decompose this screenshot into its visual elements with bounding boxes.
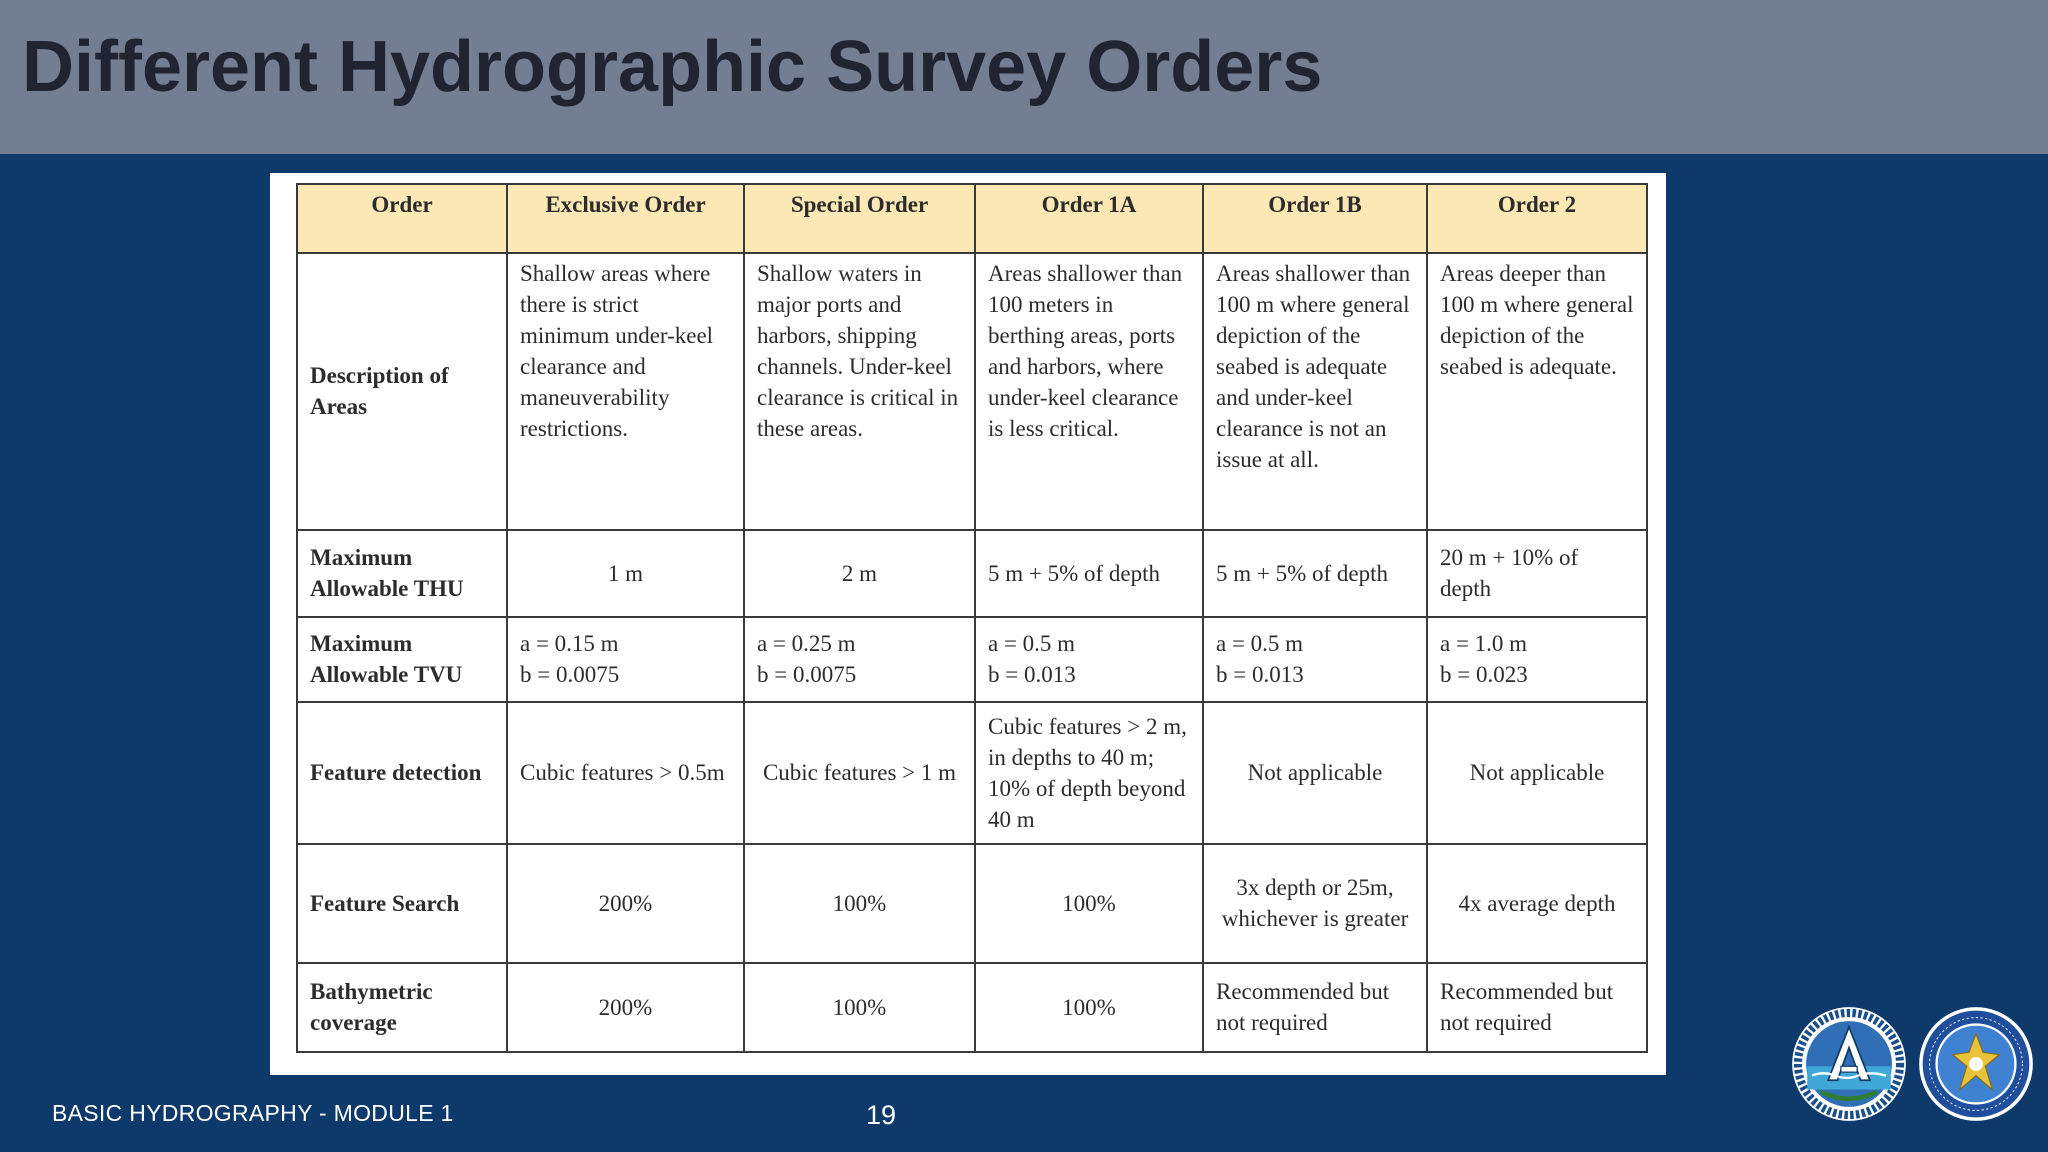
- table-cell: 5 m + 5% of depth: [1203, 530, 1427, 617]
- header-cell-order: Order: [297, 184, 507, 253]
- table-cell: Shallow areas where there is strict minimum under-keel clearance and maneuverability restrictions.: [507, 253, 744, 530]
- table-cell: Shallow waters in major ports and harbors, shipping channels. Under-keel clearance is critical in these areas.: [744, 253, 975, 530]
- table-cell: 20 m + 10% of depth: [1427, 530, 1647, 617]
- row-label-thu: Maximum Allowable THU: [297, 530, 507, 617]
- row-label-tvu: Maximum Allowable TVU: [297, 617, 507, 702]
- table-cell: Areas shallower than 100 meters in berthing areas, ports and harbors, where under-keel clearance is less critical.: [975, 253, 1203, 530]
- tvu-b-value: b = 0.023: [1440, 662, 1528, 688]
- tvu-b-value: b = 0.013: [988, 662, 1076, 688]
- table-cell: Cubic features > 1 m: [744, 702, 975, 844]
- tvu-a-value: a = 0.15 m: [520, 631, 619, 657]
- table-cell: Areas shallower than 100 m where general depiction of the seabed is adequate and under-keel clearance is not an issue at all.: [1203, 253, 1427, 530]
- row-label-feature-search: Feature Search: [297, 844, 507, 963]
- table-cell: Recommended but not required: [1203, 963, 1427, 1052]
- table-cell: 200%: [507, 963, 744, 1052]
- table-cell: 5 m + 5% of depth: [975, 530, 1203, 617]
- tvu-b-value: b = 0.0075: [520, 662, 620, 688]
- table-cell: Not applicable: [1427, 702, 1647, 844]
- tvu-b-value: b = 0.0075: [757, 662, 857, 688]
- tvu-b-value: b = 0.013: [1216, 662, 1304, 688]
- header-cell-exclusive-order: Exclusive Order: [507, 184, 744, 253]
- title-band: [0, 0, 2048, 154]
- table-row-thu: [297, 530, 1647, 617]
- table-row-feature-detection: [297, 702, 1647, 844]
- header-cell-order-1b: Order 1B: [1203, 184, 1427, 253]
- table-cell: 3x depth or 25m, whichever is greater: [1203, 844, 1427, 963]
- survey-orders-table: [296, 183, 1648, 1053]
- table-cell: 2 m: [744, 530, 975, 617]
- tvu-a-value: a = 0.5 m: [1216, 631, 1304, 657]
- tvu-a-value: a = 1.0 m: [1440, 631, 1528, 657]
- table-cell: 1 m: [507, 530, 744, 617]
- table-cell: 200%: [507, 844, 744, 963]
- table-row-description: [297, 253, 1647, 530]
- survey-agency-seal-icon: [1791, 1006, 1907, 1122]
- table-cell: Cubic features > 0.5m: [507, 702, 744, 844]
- table-cell: [1203, 617, 1427, 702]
- tvu-a-value: a = 0.25 m: [757, 631, 856, 657]
- table-cell: Areas deeper than 100 m where general depiction of the seabed is adequate.: [1427, 253, 1647, 530]
- table-row-tvu: [297, 617, 1647, 702]
- header-cell-special-order: Special Order: [744, 184, 975, 253]
- header-cell-order-1a: Order 1A: [975, 184, 1203, 253]
- table-cell: [975, 617, 1203, 702]
- table-cell: [1427, 617, 1647, 702]
- row-label-feature-detection: Feature detection: [297, 702, 507, 844]
- table-cell: 100%: [975, 844, 1203, 963]
- table-cell: Not applicable: [1203, 702, 1427, 844]
- tvu-a-value: a = 0.5 m: [988, 631, 1076, 657]
- table-cell: Recommended but not required: [1427, 963, 1647, 1052]
- footer-module-label: BASIC HYDROGRAPHY - MODULE 1: [52, 1100, 454, 1126]
- header-cell-order-2: Order 2: [1427, 184, 1647, 253]
- table-cell: 100%: [744, 963, 975, 1052]
- page-number: 19: [866, 1100, 897, 1130]
- table-cell: Cubic features > 2 m, in depths to 40 m; 10% of depth beyond 40 m: [975, 702, 1203, 844]
- table-cell: [507, 617, 744, 702]
- slide-title: Different Hydrographic Survey Orders: [22, 27, 1323, 107]
- table-row-bathymetric-coverage: [297, 963, 1647, 1052]
- table-cell: 100%: [744, 844, 975, 963]
- table-image-panel: [270, 173, 1666, 1075]
- row-label-bathymetric-coverage: Bathymetric coverage: [297, 963, 507, 1052]
- table-header-row: [297, 184, 1647, 253]
- table-cell: 4x average depth: [1427, 844, 1647, 963]
- table-row-feature-search: [297, 844, 1647, 963]
- row-label-description: Description of Areas: [297, 253, 507, 530]
- table-cell: [744, 617, 975, 702]
- table-cell: 100%: [975, 963, 1203, 1052]
- hydrography-branch-seal-icon: [1918, 1006, 2034, 1122]
